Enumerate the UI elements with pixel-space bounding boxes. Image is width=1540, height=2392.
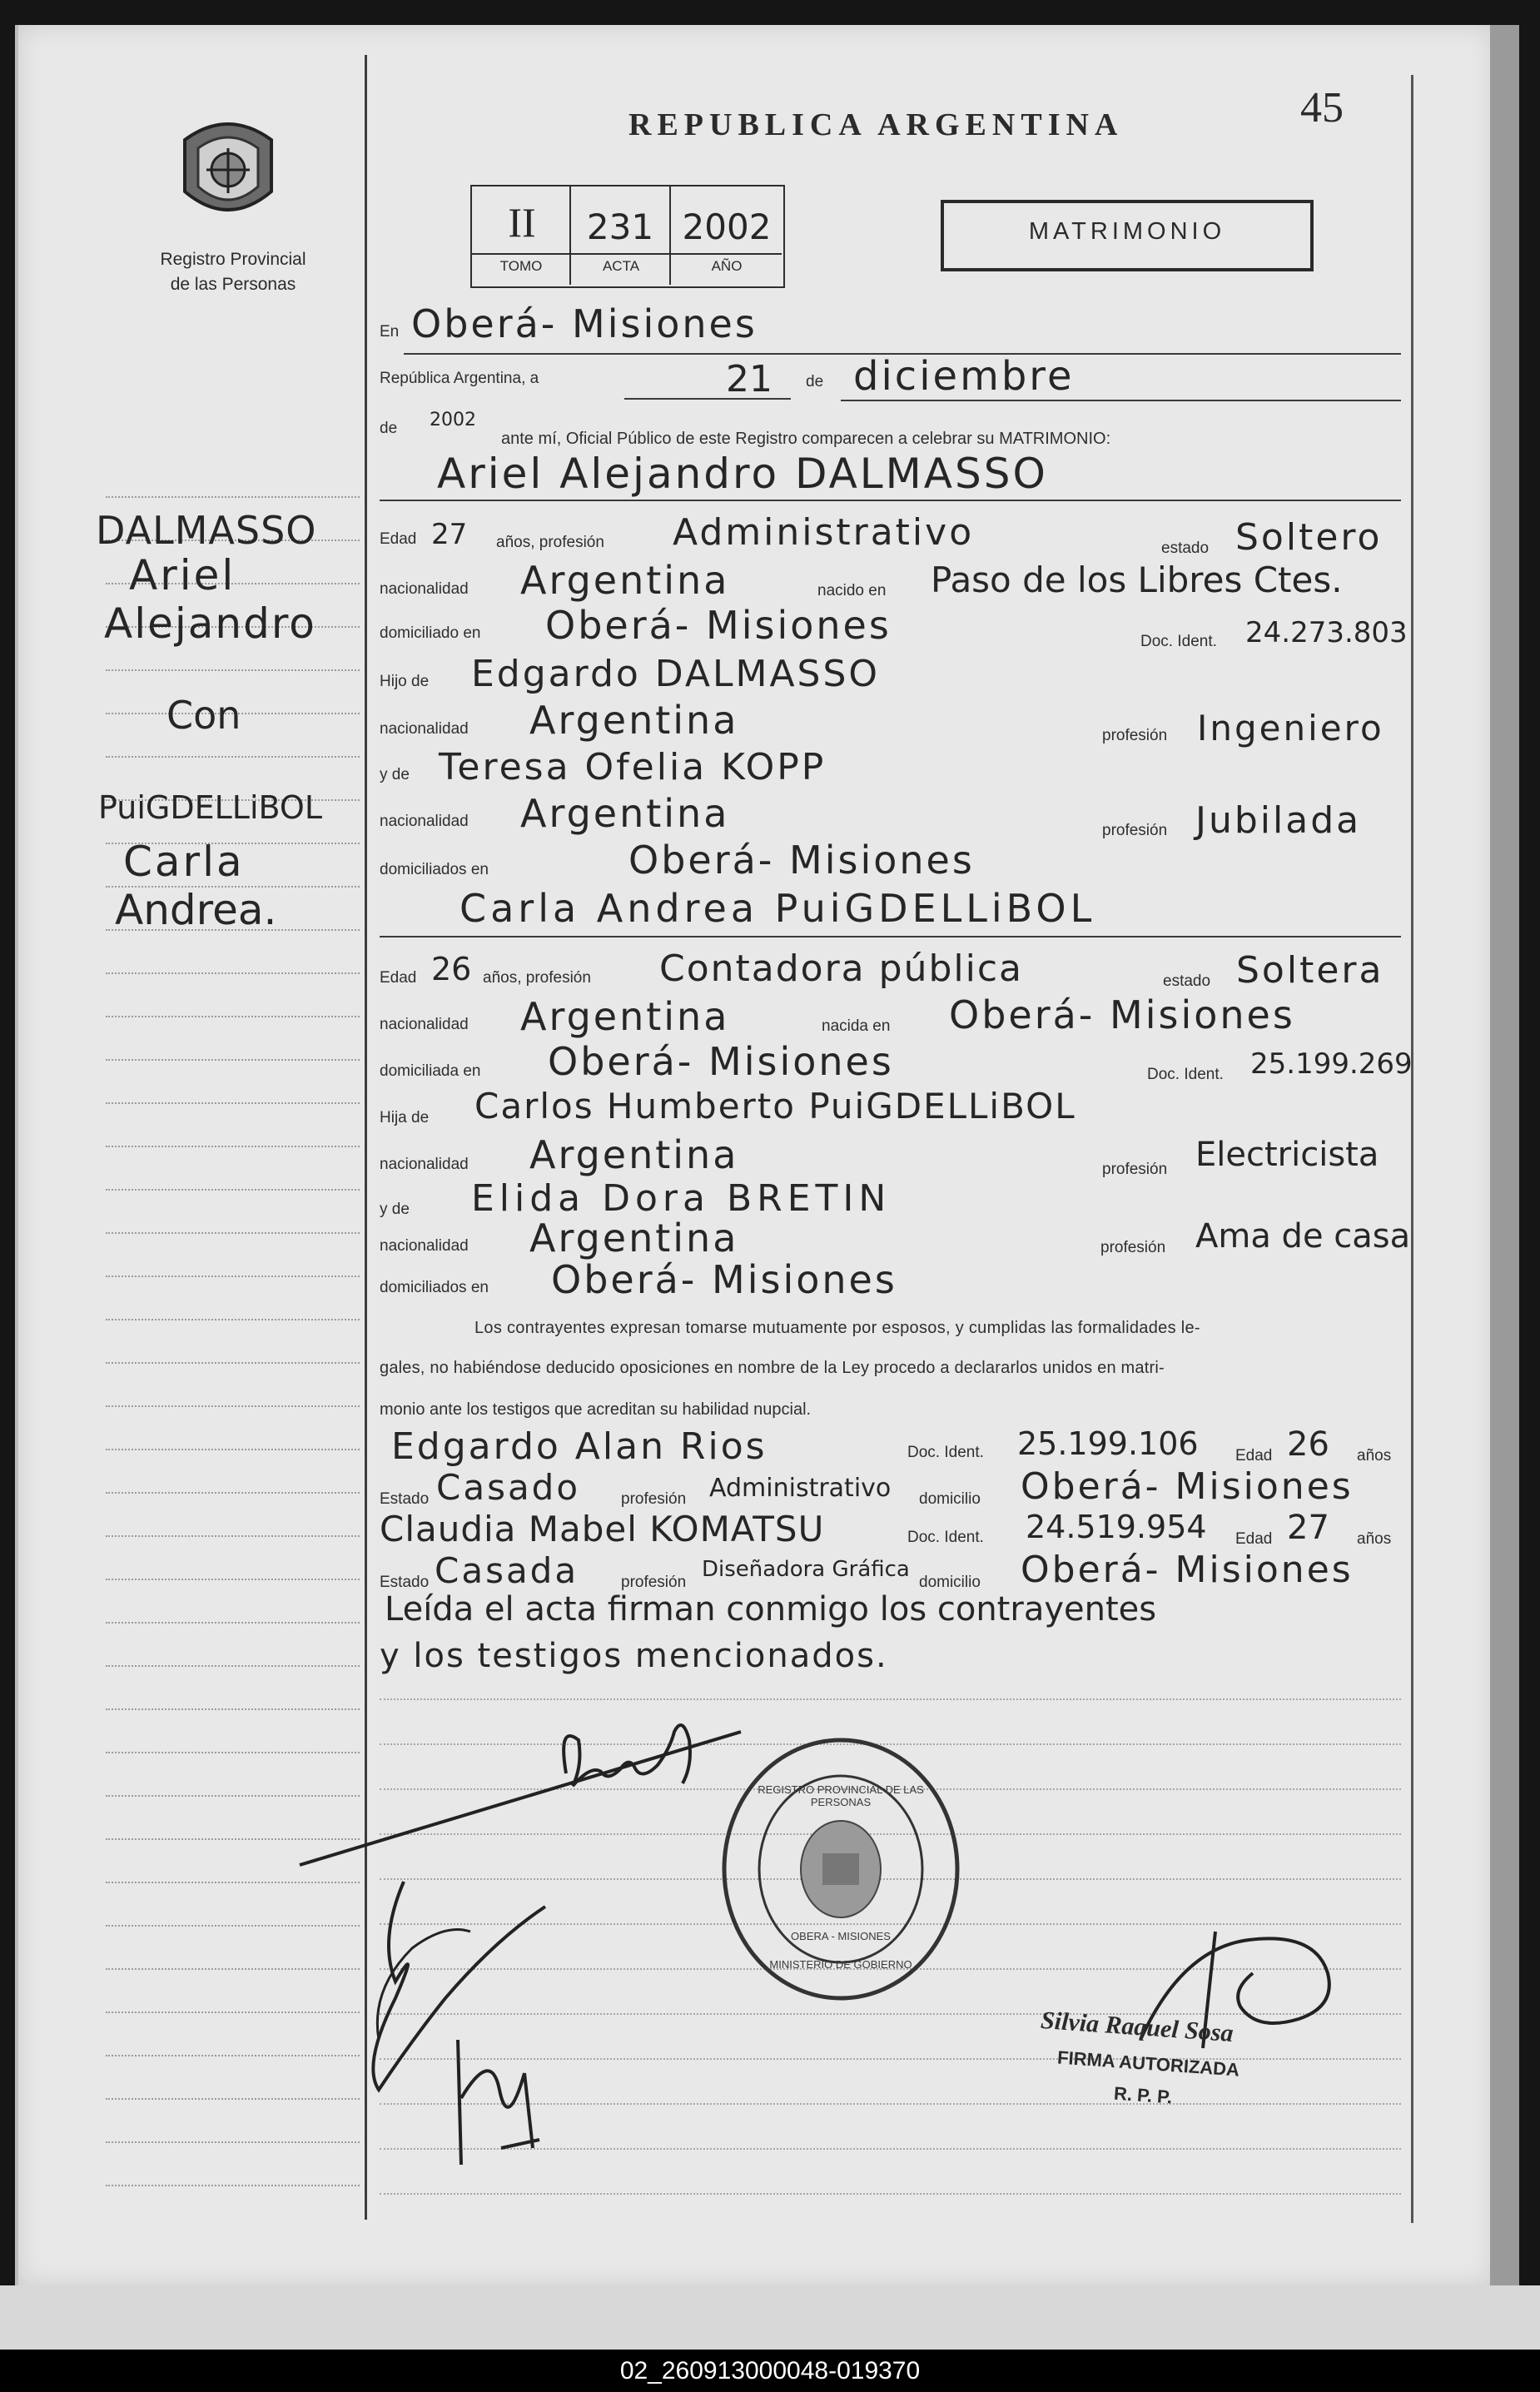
registry-emblem bbox=[175, 115, 281, 230]
margin-ruled-line bbox=[106, 2055, 360, 2056]
page-edge-shadow bbox=[1490, 25, 1519, 2285]
registry-name-line-1: Registro Provincial bbox=[160, 250, 306, 269]
bride-father-profession: Electricista bbox=[1195, 1136, 1379, 1174]
margin-ruled-line bbox=[106, 1492, 360, 1494]
bride-y-de-label: y de bbox=[380, 1201, 410, 1218]
label-de-year: de bbox=[380, 420, 398, 437]
witness-1-estado-label: Estado bbox=[380, 1490, 430, 1508]
bride-doc: 25.199.269 bbox=[1250, 1047, 1413, 1081]
bride-birthplace: Oberá- Misiones bbox=[949, 992, 1295, 1037]
groom-mother: Teresa Ofelia KOPP bbox=[439, 746, 827, 788]
bride-parents-domicile: Oberá- Misiones bbox=[551, 1257, 897, 1302]
groom-age: 27 bbox=[431, 518, 468, 551]
body-ruled-line bbox=[380, 1698, 1401, 1700]
ano-value: 2002 bbox=[682, 206, 772, 247]
groom-doc-label: Doc. Ident. bbox=[1140, 633, 1217, 650]
groom-nacido-label: nacido en bbox=[817, 582, 887, 599]
margin-ruled-line bbox=[106, 1535, 360, 1537]
margin-ruled-line bbox=[106, 1362, 360, 1364]
bride-father: Carlos Humberto PuiGDELLiBOL bbox=[474, 1086, 1076, 1126]
margin-ruled-line bbox=[106, 1232, 360, 1234]
closing-line-1: Leída el acta firman conmigo los contrayentes bbox=[385, 1590, 1157, 1629]
right-border bbox=[1411, 75, 1413, 2223]
ano-label: AÑO bbox=[711, 258, 743, 274]
margin-ruled-line bbox=[106, 1622, 360, 1624]
official-title: FIRMA AUTORIZADA bbox=[1056, 2046, 1240, 2081]
declaration-line-3: monio ante los testigos que acreditan su habilidad nupcial. bbox=[380, 1400, 812, 1419]
bride-estado-label: estado bbox=[1163, 972, 1211, 990]
groom-father: Edgardo DALMASSO bbox=[471, 653, 881, 695]
groom-mother-nat-label: nacionalidad bbox=[380, 813, 469, 830]
groom-nacionalidad-label: nacionalidad bbox=[380, 580, 469, 598]
label-republica: República Argentina, a bbox=[380, 370, 539, 387]
bride-edad-label: Edad bbox=[380, 969, 417, 987]
seal-lower-text: MINISTERIO DE GOBIERNO bbox=[769, 1958, 912, 1971]
groom-domicilio-label: domiciliado en bbox=[380, 624, 481, 642]
witness-2-domicilio-label: domicilio bbox=[919, 1574, 981, 1591]
bride-nacida-label: nacida en bbox=[822, 1017, 891, 1035]
groom-name-line bbox=[380, 500, 1401, 501]
witness-signature bbox=[441, 2023, 558, 2173]
margin-first-name-bride: Carla bbox=[123, 838, 245, 886]
bride-profession: Contadora pública bbox=[659, 947, 1023, 990]
groom-mother-profession: Jubilada bbox=[1195, 799, 1362, 842]
margin-ruled-line bbox=[106, 1968, 360, 1970]
intro-text: ante mí, Oficial Público de este Registro comparecen a celebrar su MATRIMONIO: bbox=[501, 430, 1111, 448]
margin-ruled-line bbox=[106, 1319, 360, 1320]
groom-mother-prof-label: profesión bbox=[1102, 822, 1168, 839]
image-caption: 02_260913000048-019370 bbox=[0, 2350, 1540, 2392]
witness-1-domicilio-label: domicilio bbox=[919, 1490, 981, 1508]
margin-con: Con bbox=[166, 693, 241, 738]
witness-2-edad-label: Edad bbox=[1235, 1530, 1273, 1548]
witness-1-edad-label: Edad bbox=[1235, 1447, 1273, 1465]
margin-ruled-line bbox=[106, 972, 360, 974]
margin-ruled-line bbox=[106, 2185, 360, 2186]
margin-ruled-line bbox=[106, 1449, 360, 1450]
witness-2-domicile: Oberá- Misiones bbox=[1021, 1549, 1354, 1591]
bride-mother-nat-label: nacionalidad bbox=[380, 1237, 469, 1255]
margin-ruled-line bbox=[106, 1579, 360, 1580]
tomo-label: TOMO bbox=[499, 258, 543, 274]
bride-mother-prof-label: profesión bbox=[1100, 1239, 1166, 1256]
bride-nacionalidad-label: nacionalidad bbox=[380, 1016, 469, 1033]
act-day: 21 bbox=[726, 358, 772, 400]
official-name: Silvia Raquel Sosa bbox=[1040, 2006, 1234, 2048]
bride-father-nat-label: nacionalidad bbox=[380, 1156, 469, 1173]
margin-second-name-bride: Andrea. bbox=[115, 886, 277, 934]
tomo-value: II bbox=[508, 199, 536, 246]
record-box-label-rule bbox=[470, 253, 782, 255]
witness-1-age: 26 bbox=[1287, 1425, 1329, 1464]
margin-ruled-line bbox=[106, 1405, 360, 1407]
margin-ruled-line bbox=[106, 756, 360, 758]
groom-birthplace: Paso de los Libres Ctes. bbox=[931, 559, 1343, 600]
act-type-title: MATRIMONIO bbox=[1028, 218, 1226, 245]
margin-ruled-line bbox=[106, 1189, 360, 1191]
closing-line-2: y los testigos mencionados. bbox=[380, 1637, 888, 1675]
groom-nationality: Argentina bbox=[520, 558, 730, 603]
bride-anos-profesion-label: años, profesión bbox=[483, 969, 591, 987]
groom-name: Ariel Alejandro DALMASSO bbox=[437, 450, 1048, 498]
groom-doc: 24.273.803 bbox=[1245, 616, 1408, 649]
groom-father-nationality: Argentina bbox=[529, 698, 739, 743]
margin-ruled-line bbox=[106, 1882, 360, 1883]
witness-1-name: Edgardo Alan Rios bbox=[391, 1425, 768, 1468]
groom-estado-label: estado bbox=[1161, 540, 1210, 557]
record-box-divider-1 bbox=[569, 185, 571, 285]
declaration-line-1: Los contrayentes expresan tomarse mutuamente por esposos, y cumplidas las formalidades le- bbox=[474, 1319, 1200, 1337]
witness-2-profesion-label: profesión bbox=[621, 1574, 687, 1591]
margin-ruled-line bbox=[106, 1016, 360, 1017]
groom-signature bbox=[291, 1707, 758, 1882]
acta-value: 231 bbox=[586, 206, 654, 247]
registry-name-line-2: de las Personas bbox=[170, 275, 296, 294]
margin-ruled-line bbox=[106, 2098, 360, 2100]
margin-ruled-line bbox=[106, 1925, 360, 1927]
witness-2-doc-label: Doc. Ident. bbox=[907, 1529, 984, 1546]
witness-2-age: 27 bbox=[1287, 1509, 1329, 1547]
witness-1-doc: 25.199.106 bbox=[1017, 1425, 1199, 1462]
bride-mother: Elida Dora BRETIN bbox=[471, 1177, 892, 1220]
groom-mother-nationality: Argentina bbox=[520, 791, 730, 836]
groom-father-nat-label: nacionalidad bbox=[380, 720, 469, 738]
margin-ruled-line bbox=[106, 1665, 360, 1667]
bride-nationality: Argentina bbox=[520, 994, 730, 1039]
official-signature bbox=[1115, 1915, 1390, 2073]
groom-parents-dom-label: domiciliados en bbox=[380, 861, 489, 878]
declaration-line-2: gales, no habiéndose deducido oposiciones en nombre de la Ley procedo a declararlos unidos en matri- bbox=[380, 1359, 1165, 1377]
margin-ruled-line bbox=[106, 1276, 360, 1277]
bride-doc-label: Doc. Ident. bbox=[1147, 1066, 1224, 1083]
seal-outer-text: REGISTRO PROVINCIAL DE LAS PERSONAS bbox=[758, 1783, 924, 1808]
bride-domicilio-label: domiciliada en bbox=[380, 1062, 481, 1080]
witness-2-doc: 24.519.954 bbox=[1026, 1509, 1207, 1545]
bride-father-nationality: Argentina bbox=[529, 1132, 739, 1177]
seal-inner-text: OBERA - MISIONES bbox=[791, 1930, 891, 1942]
bride-name: Carla Andrea PuiGDELLiBOL bbox=[460, 886, 1096, 931]
act-month: diciembre bbox=[853, 353, 1075, 400]
page-number: 45 bbox=[1300, 84, 1344, 132]
margin-surname-groom: DALMASSO bbox=[96, 508, 317, 553]
bride-name-line bbox=[380, 936, 1401, 937]
bride-estado: Soltera bbox=[1236, 949, 1384, 992]
witness-2-name: Claudia Mabel KOMATSU bbox=[380, 1509, 825, 1549]
label-en: En bbox=[380, 323, 400, 341]
margin-ruled-line bbox=[106, 2012, 360, 2013]
margin-ruled-line bbox=[106, 496, 360, 498]
bride-father-prof-label: profesión bbox=[1102, 1161, 1168, 1178]
acta-label: ACTA bbox=[602, 258, 640, 274]
margin-second-name-groom: Alejandro bbox=[104, 599, 316, 648]
witness-2-anos-label: años bbox=[1357, 1530, 1392, 1548]
groom-father-profession: Ingeniero bbox=[1197, 708, 1384, 748]
groom-hijo-label: Hijo de bbox=[380, 673, 430, 690]
bride-hija-label: Hija de bbox=[380, 1109, 430, 1126]
groom-parents-domicile: Oberá- Misiones bbox=[628, 838, 975, 883]
bride-mother-nationality: Argentina bbox=[529, 1216, 739, 1261]
bride-mother-profession: Ama de casa bbox=[1195, 1217, 1411, 1256]
month-line bbox=[841, 400, 1401, 401]
groom-profession: Administrativo bbox=[673, 511, 975, 554]
witness-1-doc-label: Doc. Ident. bbox=[907, 1444, 984, 1461]
groom-y-de-label: y de bbox=[380, 766, 410, 783]
margin-ruled-line bbox=[106, 1059, 360, 1061]
official-org: R. P. P. bbox=[1113, 2082, 1173, 2108]
margin-ruled-line bbox=[106, 2141, 360, 2143]
label-de-month: de bbox=[806, 373, 824, 390]
witness-1-profession: Administrativo bbox=[709, 1474, 892, 1503]
witness-2-profession: Diseñadora Gráfica bbox=[702, 1557, 910, 1582]
groom-domicile: Oberá- Misiones bbox=[545, 603, 892, 648]
margin-surname-bride: PuiGDELLiBOL bbox=[98, 789, 322, 826]
witness-2-estado-label: Estado bbox=[380, 1574, 430, 1591]
witness-2-estado: Casada bbox=[435, 1550, 579, 1591]
bride-age: 26 bbox=[431, 951, 472, 987]
margin-ruled-line bbox=[106, 1102, 360, 1104]
bride-domicile: Oberá- Misiones bbox=[548, 1039, 894, 1084]
record-box-divider-2 bbox=[669, 185, 671, 285]
margin-first-name-groom: Ariel bbox=[129, 551, 236, 599]
body-ruled-line bbox=[380, 2193, 1401, 2195]
margin-ruled-line bbox=[106, 1146, 360, 1147]
act-place: Oberá- Misiones bbox=[411, 301, 758, 346]
act-year: 2002 bbox=[430, 410, 476, 430]
bride-parents-dom-label: domiciliados en bbox=[380, 1279, 489, 1296]
country-title: REPUBLICA ARGENTINA bbox=[628, 107, 1124, 142]
witness-1-profesion-label: profesión bbox=[621, 1490, 687, 1508]
witness-1-domicile: Oberá- Misiones bbox=[1021, 1465, 1354, 1508]
witness-1-anos-label: años bbox=[1357, 1447, 1392, 1465]
witness-1-estado: Casado bbox=[436, 1467, 581, 1508]
groom-anos-profesion-label: años, profesión bbox=[496, 534, 604, 551]
groom-estado: Soltero bbox=[1235, 516, 1383, 559]
groom-father-prof-label: profesión bbox=[1102, 727, 1168, 744]
groom-edad-label: Edad bbox=[380, 530, 417, 548]
margin-ruled-line bbox=[106, 669, 360, 671]
